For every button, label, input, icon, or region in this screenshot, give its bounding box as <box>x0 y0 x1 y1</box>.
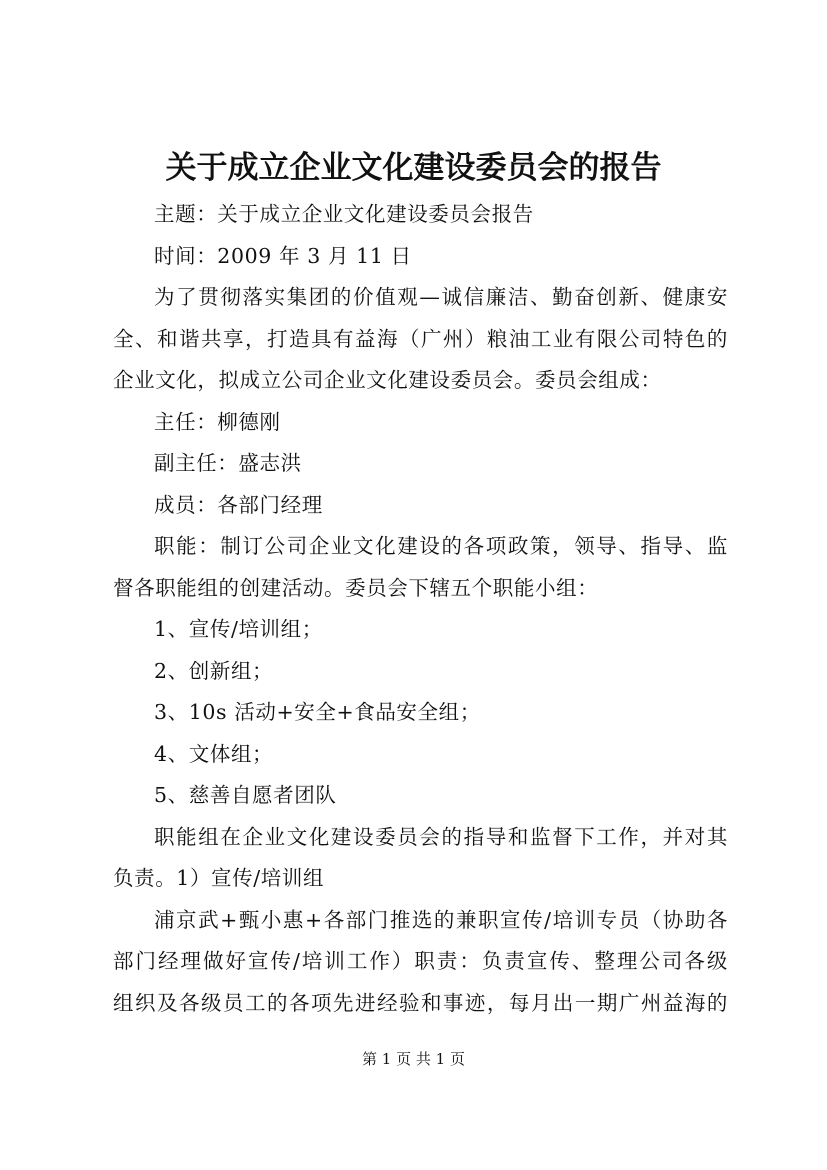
document-title: 关于成立企业文化建设委员会的报告 <box>165 150 662 186</box>
director-line: 主任：柳德刚 <box>154 409 281 434</box>
paragraph-line: 职能组在企业文化建设委员会的指导和监督下工作，并对其 <box>154 824 728 849</box>
paragraph-line: 组织及各级员工的各项先进经验和事迹，每月出一期广州益海的 <box>113 990 728 1015</box>
paragraph-line: 企业文化，拟成立公司企业文化建设委员会。委员会组成： <box>113 368 662 392</box>
page-footer: 第 1 页 共 1 页 <box>362 1050 465 1068</box>
paragraph-line: 全、和谐共享，打造具有益海（广州）粮油工业有限公司特色的 <box>113 326 728 351</box>
list-item: 4、文体组； <box>154 741 274 766</box>
list-item: 5、慈善自愿者团队 <box>154 783 337 807</box>
list-item: 2、创新组； <box>154 658 274 683</box>
list-item: 1、宣传/培训组； <box>154 617 323 641</box>
paragraph-line: 职能：制订公司企业文化建设的各项政策，领导、指导、监 <box>154 534 728 558</box>
subject-line: 主题：关于成立企业文化建设委员会报告 <box>154 202 534 226</box>
paragraph-line: 负责。1）宣传/培训组 <box>113 866 325 890</box>
paragraph-line: 部门经理做好宣传/培训工作）职责：负责宣传、整理公司各级 <box>113 949 728 973</box>
paragraph-line: 督各职能组的创建活动。委员会下辖五个职能小组： <box>113 575 599 600</box>
members-line: 成员：各部门经理 <box>154 492 323 517</box>
deputy-director-line: 副主任：盛志洪 <box>154 451 302 475</box>
date-line: 时间：2009 年 3 月 11 日 <box>154 243 412 268</box>
document-body <box>113 194 728 1024</box>
paragraph-line: 为了贯彻落实集团的价值观—诚信廉洁、勤奋创新、健康安 <box>154 285 728 309</box>
paragraph-line: 浦京武+甄小惠+各部门推选的兼职宣传/培训专员（协助各 <box>154 907 728 932</box>
list-item: 3、10s 活动+安全+食品安全组； <box>154 700 481 724</box>
